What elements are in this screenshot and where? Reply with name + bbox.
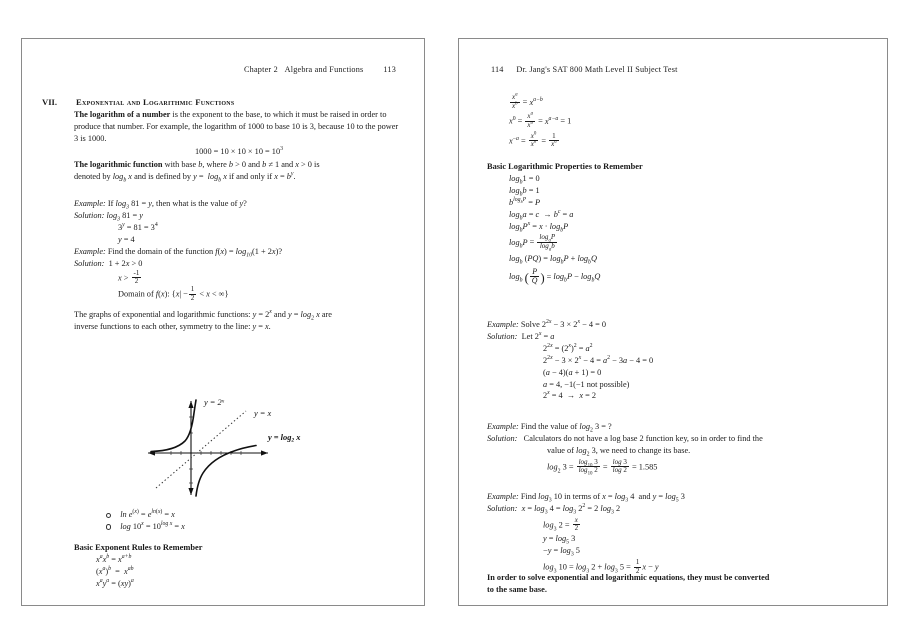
identity-bullets bbox=[74, 509, 404, 533]
page-right bbox=[458, 38, 888, 606]
book-title: Dr. Jang's SAT 800 Math Level II Subject Test bbox=[516, 65, 678, 74]
example-1-solution-label: Solution: bbox=[74, 210, 105, 220]
page-number-right: 114 bbox=[491, 65, 504, 74]
para1-rest: is the exponent to the base, to which it must be raised in order to produce that number. For example, the logarithm of 1000 to base 10 is 3, because 10 to the power 3 is 1000. bbox=[74, 110, 399, 143]
log-properties-heading: Basic Logarithmic Properties to Remember bbox=[487, 162, 643, 171]
section-heading bbox=[42, 97, 234, 107]
exponent-rules-continued bbox=[487, 94, 871, 149]
paragraph-graphs-intro: The graphs of exponential and logarithmic functions: $y = 2^x$ and $y = \log_2 x$ are inverse functions to each other, symmetry to the line: y = x. bbox=[74, 309, 332, 331]
right-example-1-solution-label: Solution: bbox=[487, 331, 518, 341]
exponent-rules-block: Basic Exponent Rules to Remember $x^ax^b = x^{a+b}$ $(x^a)^b = x^{ab}$ $x^ay^a = (xy)^a$ bbox=[74, 542, 404, 590]
closing-line-1: In order to solve exponential and logarithmic equations, they must be converted bbox=[487, 573, 770, 582]
list-item: $\ln e^{(x)} = e^{ln(x)} = x$ bbox=[74, 509, 404, 521]
running-head-chapter: Chapter 2 bbox=[244, 65, 278, 74]
right-example-3-solution-label: Solution: bbox=[487, 503, 518, 513]
exponent-rules-heading: Basic Exponent Rules to Remember bbox=[74, 543, 203, 552]
running-head-chapter-title: Algebra and Functions bbox=[284, 65, 364, 74]
right-example-2-solution-label: Solution: bbox=[487, 433, 518, 443]
closing-line-2: to the same base. bbox=[487, 584, 547, 594]
example-2-solution-label: Solution: bbox=[74, 258, 105, 268]
right-example-2-label: Example: bbox=[487, 422, 519, 431]
paragraph-logarithm-definition bbox=[74, 109, 404, 158]
section-number: VII. bbox=[42, 97, 58, 107]
para2-bold-lead: The logarithmic function bbox=[74, 160, 163, 169]
closing-statement bbox=[487, 572, 871, 596]
right-example-3-block: Example: Find $\log_3 10$ in terms of $x = \log_3 4$ and $y = \log_5 3$ Solution: $x = \log_3 4 = \log_3 2^2 = 2$ $\log_3 2$ $\log_3 2$ = $\frac{x}{2}$ $y = \log_5 3$ $-y = \log_3 5$ $\log_3 10 = \log_3 2 + \log_3 5$ = $\frac{1}{2}$ x − y bbox=[487, 492, 685, 575]
graph-label-identity: y = x bbox=[254, 409, 272, 418]
page-left bbox=[21, 38, 425, 606]
graph-label-exponential: $y = 2^x$ bbox=[204, 398, 225, 407]
page-number-left: 113 bbox=[383, 65, 396, 74]
right-example-3-label: Example: bbox=[487, 492, 519, 501]
rule-quotient: $\frac{x^a}{x^b}$ = $x^{a-b}$ bbox=[512, 92, 543, 110]
para1-bold-lead: The logarithm of a number bbox=[74, 110, 171, 119]
example-2-block: Example: Find the domain of the function $f(x) = \log_{10}(1 + 2x)$? Solution: 1 + 2x > 0 x > $\frac{-1}{2}$ Domain of f(x): {x| − $\frac{1}{2}$ < x < ∞} bbox=[74, 247, 283, 302]
hollow-bullet-icon bbox=[106, 513, 111, 518]
running-head-left bbox=[244, 65, 402, 74]
display-equation-1000: $1000 = 10 \times 10 \times 10 = 10^3$ bbox=[195, 145, 283, 156]
running-head-right bbox=[491, 65, 678, 74]
example-1-label: Example: bbox=[74, 199, 106, 208]
paragraph-logarithmic-function: The logarithmic function with base b, where b > 0 and b ≠ 1 and x > 0 is denoted by $\log_b x$ and is defined by $y = \log_b x$ if and only if $x = b^y$. bbox=[74, 160, 320, 184]
right-example-2-result: 1.585 bbox=[638, 462, 658, 472]
list-item: $\log 10^x = 10^{log x} = x$ bbox=[74, 521, 404, 533]
hollow-bullet-icon bbox=[106, 524, 111, 529]
example-1-block: Example: If $\log_3 81 = y$, then what is the value of y? Solution: $\log_3 81 = y$ $3^y = 81 = 3^4$ y = 4 bbox=[74, 199, 247, 244]
right-example-2-text-1: Calculators do not have a log base 2 function key, so in order to find the bbox=[523, 433, 763, 443]
log-properties-block: Basic Logarithmic Properties to Remember $\log_b1 = 0$ $\log_bb = 1$ $b^{log_bP} = P$ $\log_ba = c \to b^c = a$ $\log_bP^x = x \cdot \log_bP$ $\log_bP$ = $\frac{\log_aP}{\log_ab}$ $\log_b (PQ) = \log_bP + \log_bQ$ $\log_b$ ( $\frac{P}{Q}$ ) = $\log_bP - \log_bQ$ bbox=[487, 161, 871, 285]
right-example-1-label: Example: bbox=[487, 320, 519, 329]
right-example-2-block: Example: Find the value of $\log_2 3$ = ? Solution: Calculators do not have a log base 2 function key, so in order to find the value of $\log_2 3$, we need to change its base. $\log_2 3$ = $\frac{\log_{10} 3}{\log_{10} 2}$ = $\frac{\log 3}{\log 2}$ = 1.585 bbox=[487, 422, 763, 477]
rule-zero-exponent: $x^0$ = $\frac{x^a}{x^a}$ = $x^{a-a} = 1$ bbox=[509, 111, 572, 129]
graph-exponential-logarithmic bbox=[142, 391, 362, 506]
section-title: Exponential and Logarithmic Functions bbox=[76, 97, 235, 107]
rule-negative-exponent: $x^{-a}$ = $\frac{x^0}{x^a}$ = $\frac{1}{x^a}$ bbox=[509, 131, 557, 149]
example-2-label: Example: bbox=[74, 247, 106, 256]
graph-label-logarithm: y = log2 x bbox=[268, 433, 301, 444]
right-example-1-block: Example: Solve $2^{2x} - 3 \times 2^x - 4 = 0$ Solution: Let $2^x = a$ $2^{2x} = (2^x)^2 = a^2$ $2^{2x} - 3 \times 2^x - 4 = a^2 - 3a - 4 = 0$ (a − 4)(a + 1) = 0 a = 4, −1(−1 not possible) $2^x = 4 \to x = 2$ bbox=[487, 319, 654, 401]
